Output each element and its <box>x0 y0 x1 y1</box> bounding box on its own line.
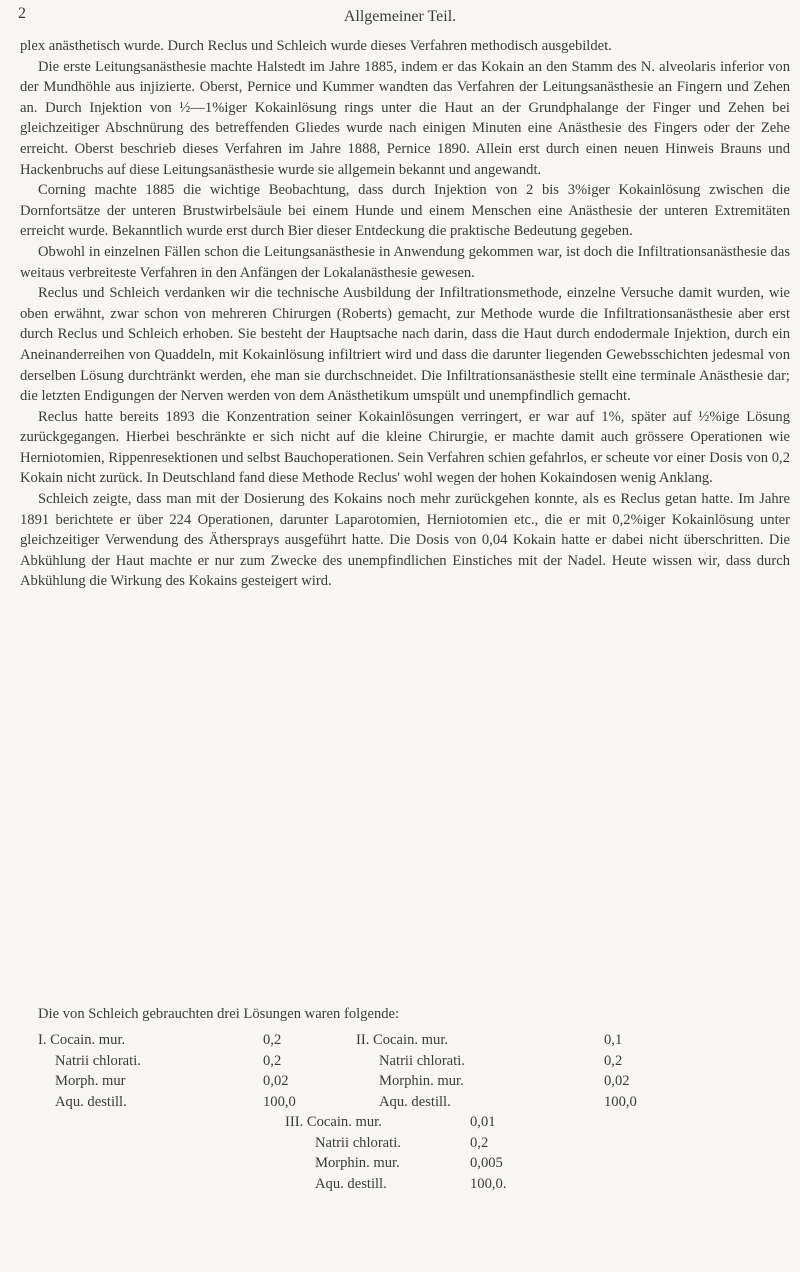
recipe-amount: 0,1 <box>604 1032 623 1048</box>
recipe-ingredient: II. Cocain. mur. <box>356 1032 449 1048</box>
paragraph: Schleich zeigte, dass man mit der Dosierung des Kokains noch mehr zurückgehen konnte, als es Reclus getan hatte. Im Jahre 1891 berichtete er über 224 Operationen, darunter Laparotomien, Herniotomien etc., die er mit 0,2%iger Kokainlösung unter gleichzeitiger Verwendung des Äthersprays ausgeführt hatte. Die Dosis von 0,04 Kokain hatte er dabei nicht überschritten. Die Abkühlung der Haut machte er nur zum Zwecke des unempfindlichen Einstiches mit der Nadel. Heute wissen wir, dass durch Abkühlung die Wirkung des Kokains gesteigert wird. <box>20 491 790 590</box>
recipe-ingredient: I. Cocain. mur. <box>38 1032 126 1048</box>
recipe-amount: 0,2 <box>263 1032 282 1048</box>
recipe-ingredient: III. Cocain. mur. <box>285 1114 382 1130</box>
recipe-ingredient: Aqu. destill. <box>379 1093 451 1110</box>
recipe-amount: 100,0 <box>604 1093 637 1110</box>
paragraph: Reclus und Schleich verdanken wir die technische Ausbildung der Infiltrationsmethode, einzelne Versuche damit wurden, wie oben erwähnt, zwar schon von mehreren Chirurgen (Roberts) gemacht, zur Methode wurde die Infiltrationsanästhesie aber erst durch Reclus und Schleich erhoben. Sie besteht der Hauptsache nach darin, dass die Haut durch endodermale Injektion, durch ein Aneinanderreihen von Quaddeln, mit Kokainlösung infiltriert wird und dass die darunter liegenden Gewebsschichten jedesmal von derselben Lösung durchtränkt werden, ehe man sie durchschneidet. Die Infiltrationsanästhesie stellt eine terminale Anästhesie dar; die letzten Endigungen der Nerven werden von dem Anästhetikum umspült und unempfindlich gemacht. <box>20 285 790 405</box>
recipe-ingredient: Natrii chlorati. <box>379 1052 465 1069</box>
recipe-ingredient: Aqu. destill. <box>55 1093 127 1110</box>
recipe-amount: 0,2 <box>263 1052 282 1069</box>
paragraph: Corning machte 1885 die wichtige Beobachtung, dass durch Injektion von 2 bis 3%iger Kokainlösung zwischen die Dornfortsätze der unteren Brustwirbelsäule bei einem Hunde und einem Menschen eine Anästhesie der unteren Extremitäten erreicht wurde. Bekanntlich wurde erst durch Bier dieser Entdeckung die praktische Bedeutung gegeben. <box>20 182 790 240</box>
recipe-amount: 100,0 <box>263 1093 296 1110</box>
recipe-amount: 0,005 <box>470 1155 503 1171</box>
recipe-amount: 100,0. <box>470 1175 507 1192</box>
page-number: 2 <box>18 5 26 22</box>
paragraph: Reclus hatte bereits 1893 die Konzentration seiner Kokainlösungen verringert, er war auf 1%, später auf ½%ige Lösung zurückgegangen. Hierbei beschränkte er sich nicht auf die kleine Chirurgie, er machte damit auch grössere Operationen wie Herniotomien, Rippenresektionen und selbst Bauchoperationen. Sein Verfahren schien gefahrlos, er scheute vor einer Dosis von 0,2 Kokain nicht zurück. In Deutschland fand diese Methode Reclus' wohl wegen der hohen Kokaindosen wenig Anklang. <box>20 408 790 487</box>
recipe-amount: 0,01 <box>470 1114 496 1130</box>
recipe-amount: 0,02 <box>604 1073 630 1089</box>
paragraph: plex anästhetisch wurde. Durch Reclus und Schleich wurde dieses Verfahren methodisch ausgebildet. <box>20 38 612 54</box>
recipe-ingredient: Morph. mur <box>55 1073 126 1089</box>
recipe-amount: 0,2 <box>604 1052 623 1069</box>
recipe-ingredient: Natrii chlorati. <box>55 1052 141 1069</box>
recipe-ingredient: Natrii chlorati. <box>315 1134 401 1151</box>
running-header: Allgemeiner Teil. <box>343 8 457 25</box>
recipes-intro: Die von Schleich gebrauchten drei Lösungen waren folgende: <box>38 1006 400 1022</box>
paragraph: Obwohl in einzelnen Fällen schon die Leitungsanästhesie in Anwendung gekommen war, ist doch die Infiltrationsanästhesie das weitaus verbreiteste Verfahren in den Anfängen der Lokalanästhesie gewesen. <box>20 243 790 281</box>
recipe-ingredient: Morphin. mur. <box>379 1073 464 1089</box>
paragraph: Die erste Leitungsanästhesie machte Halstedt im Jahre 1885, indem er das Kokain an den Stamm des N. alveolaris inferior von der Mundhöhle aus injizierte. Oberst, Pernice und Kummer wandten das Verfahren der Leitungsanästhesie an Fingern und Zehen an. Durch Injektion von ½—1%iger Kokainlösung rings unter die Haut an der Grundphalange der Finger und Zehen bei gleichzeitiger Abschnürung des betreffenden Gliedes wurde nach einigen Minuten eine Anästhesie des Fingers oder der Zehe erreicht. Oberst beschrieb dieses Verfahren im Jahre 1888, Pernice 1890. Allein erst durch einen neuen Hinweis Brauns und Hackenbruchs auf diese Leitungsanästhesie wurde sie allgemein bekannt und angewandt. <box>20 58 790 178</box>
body-text <box>20 36 790 592</box>
recipe-amount: 0,02 <box>263 1073 289 1089</box>
recipe-ingredient: Morphin. mur. <box>315 1155 400 1171</box>
recipe-ingredient: Aqu. destill. <box>315 1175 387 1192</box>
recipe-amount: 0,2 <box>470 1134 489 1151</box>
